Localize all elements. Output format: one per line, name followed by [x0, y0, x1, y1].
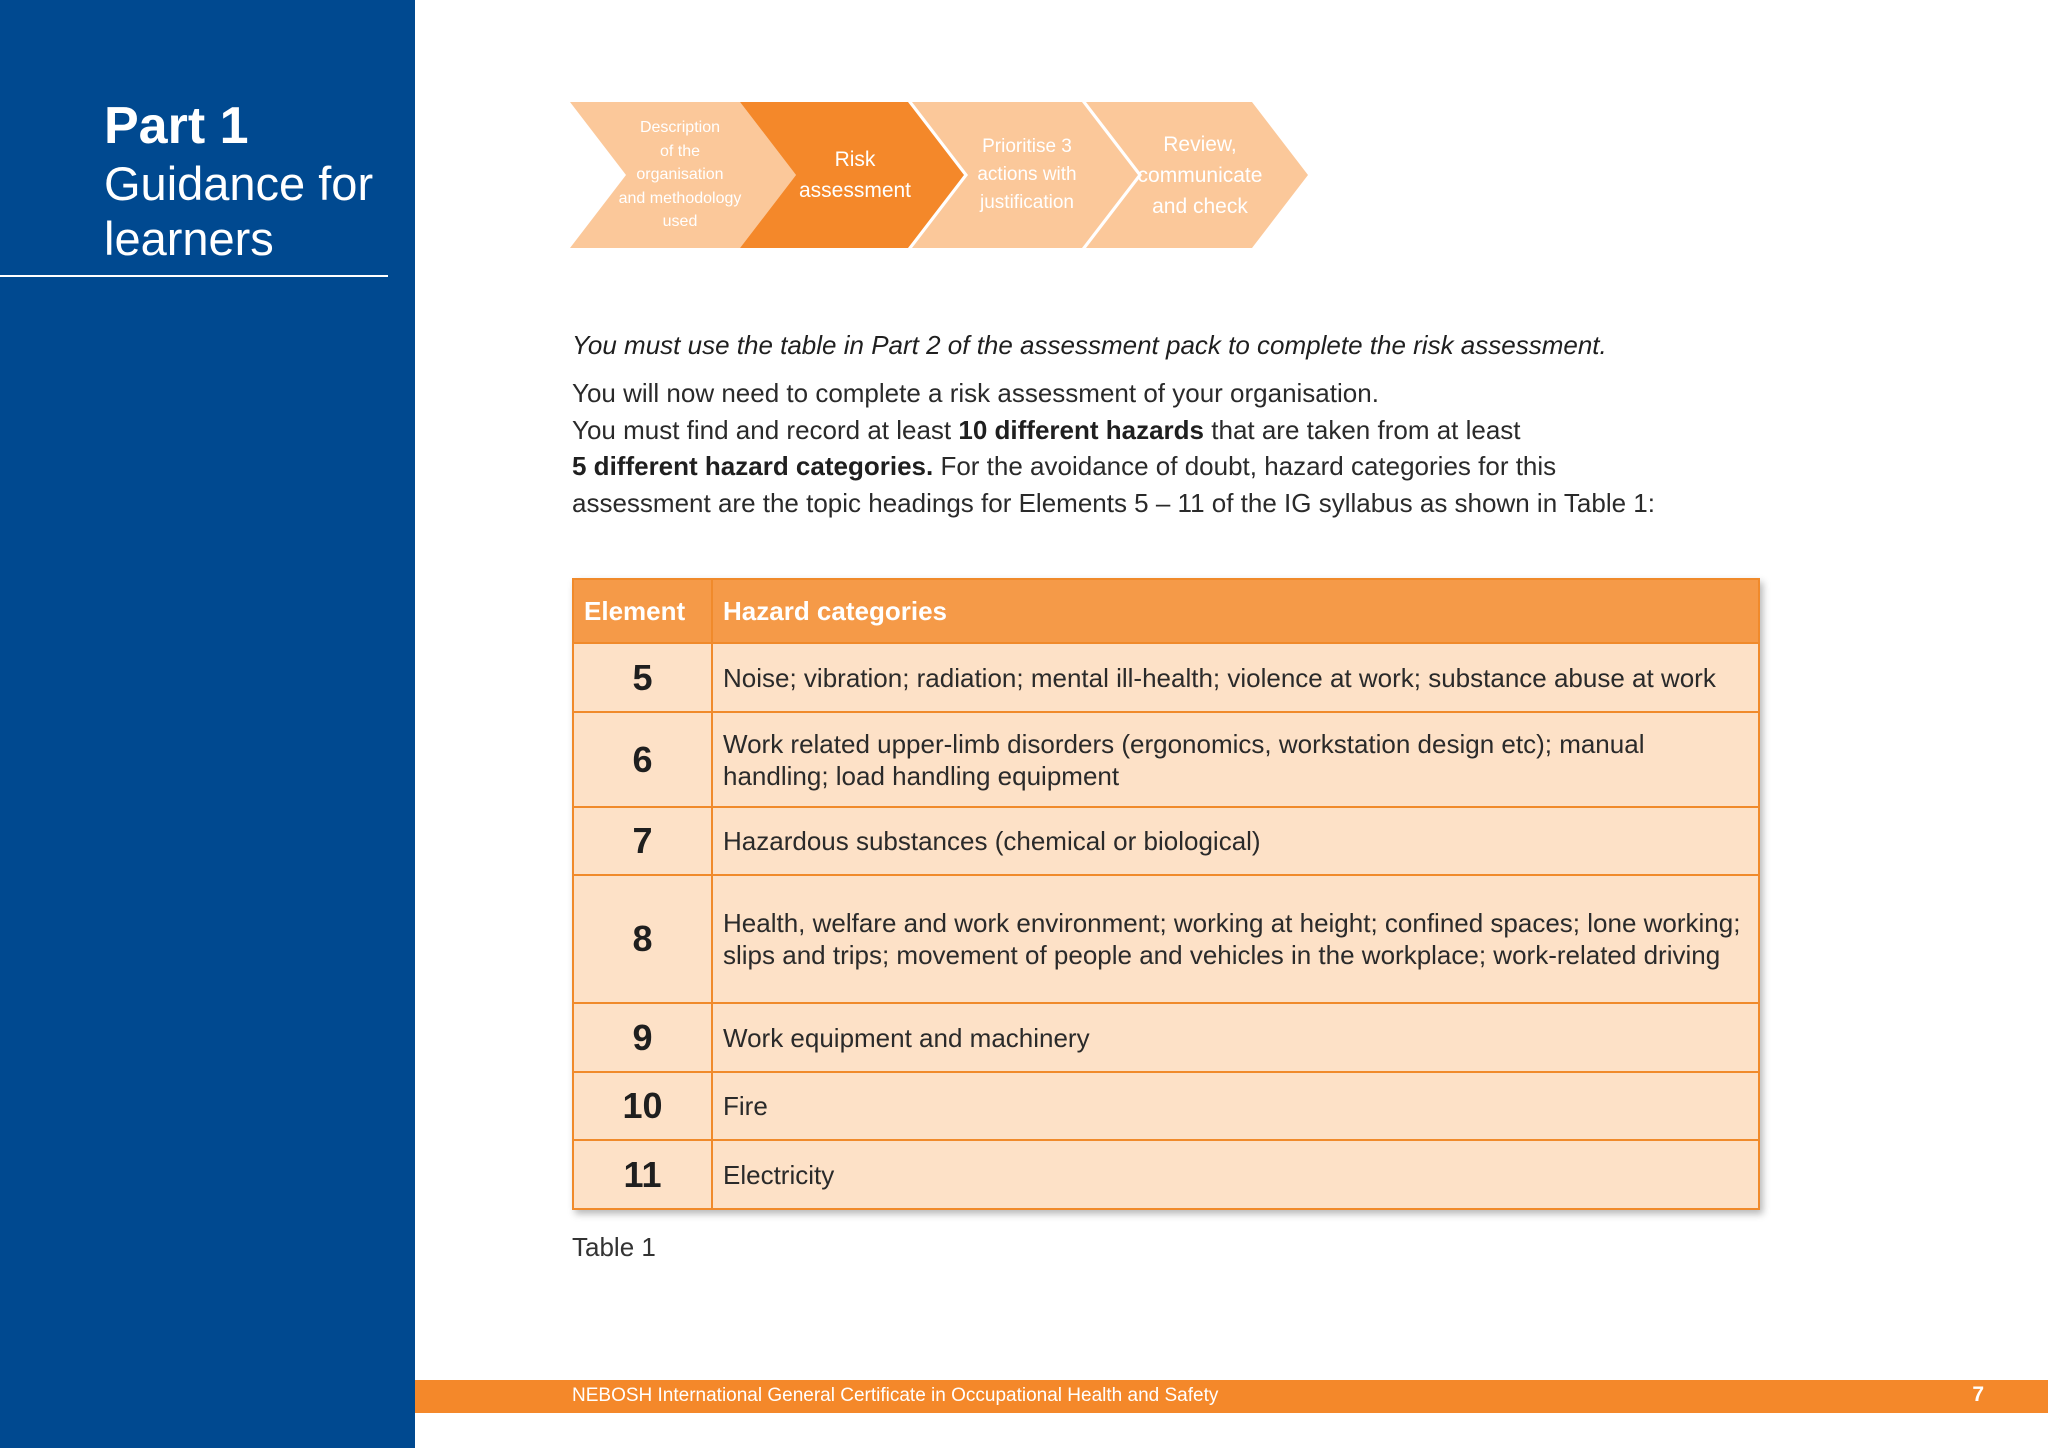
hazard-categories: Hazardous substances (chemical or biological) — [712, 807, 1759, 875]
step-1-line-2: of the — [659, 142, 700, 160]
step-2-line-2: assessment — [798, 179, 912, 202]
step-1-line-4: and methodology — [618, 189, 742, 207]
table-row — [573, 807, 1759, 875]
section-subtitle-line-2: learners — [104, 212, 274, 265]
intro-hazard-count: 10 different hazards — [958, 414, 1205, 445]
table-row — [573, 1003, 1759, 1072]
hazard-categories: Work related upper-limb disorders (ergonomics, workstation design etc); manual handling; load handling equipment — [712, 712, 1759, 807]
element-number: 8 — [573, 875, 712, 1003]
footer-bar — [415, 1380, 2048, 1413]
element-number: 11 — [573, 1140, 712, 1209]
table-row — [573, 1072, 1759, 1140]
element-number: 9 — [573, 1003, 712, 1072]
table-row — [573, 712, 1759, 807]
hazard-categories: Noise; vibration; radiation; mental ill-health; violence at work; substance abuse at work — [712, 643, 1759, 712]
step-label-3 — [952, 112, 1102, 238]
part-title: Part 1 — [104, 97, 249, 155]
step-3-line-3: justification — [980, 192, 1074, 213]
header-hazard-categories: Hazard categories — [712, 579, 1759, 643]
header-element: Element — [573, 579, 712, 643]
step-label-2 — [780, 112, 930, 238]
step-4-line-2: communicate — [1137, 163, 1263, 187]
intro-paragraph — [572, 375, 1772, 521]
intro-text — [572, 325, 1772, 521]
intro-line-3-end: For the avoidance of doubt, hazard categories for this — [933, 451, 1557, 481]
footer-text: NEBOSH International General Certificate in Occupational Health and Safety — [572, 1385, 1219, 1406]
table-caption: Table 1 — [572, 1232, 656, 1262]
step-label-4 — [1120, 112, 1280, 238]
hazard-categories: Electricity — [712, 1140, 1759, 1209]
element-number: 7 — [573, 807, 712, 875]
table-row — [573, 875, 1759, 1003]
element-number: 10 — [573, 1072, 712, 1140]
step-1-line-3: organisation — [636, 166, 724, 184]
hazard-categories: Fire — [712, 1072, 1759, 1140]
step-3-line-1: Prioritise 3 — [982, 136, 1072, 157]
intro-line-2-start: You must find and record at least — [572, 414, 959, 445]
hazard-categories: Work equipment and machinery — [712, 1003, 1759, 1072]
hazard-table — [572, 578, 1760, 1210]
process-steps — [570, 102, 1310, 248]
intro-line-4: assessment are the topic headings for Elements 5 – 11 of the IG syllabus as shown in Table 1: — [572, 487, 1655, 518]
section-subtitle-line-1: Guidance for — [104, 157, 374, 210]
step-1-line-5: used — [662, 213, 698, 231]
table-header-row — [573, 579, 1759, 643]
page-number: 7 — [1972, 1383, 1984, 1406]
step-2-line-1: Risk — [834, 148, 876, 171]
element-number: 5 — [573, 643, 712, 712]
table-row — [573, 643, 1759, 712]
intro-line-1: You will now need to complete a risk assessment of your organisation. — [572, 378, 1379, 408]
instruction-italic: You must use the table in Part 2 of the assessment pack to complete the risk assessment. — [572, 330, 1607, 360]
sidebar-divider — [0, 275, 388, 277]
section-heading — [104, 96, 373, 266]
element-number: 6 — [573, 712, 712, 807]
step-4-line-1: Review, — [1163, 132, 1237, 156]
hazard-table-container — [572, 578, 1760, 1210]
step-4-line-3: and check — [1152, 194, 1248, 218]
step-3-line-2: actions with — [977, 164, 1077, 185]
step-1-line-1: Description — [639, 119, 720, 137]
step-label-1 — [610, 110, 750, 240]
table-row — [573, 1140, 1759, 1209]
intro-line-2-end: that are taken from at least — [1204, 414, 1521, 445]
hazard-categories: Health, welfare and work environment; working at height; confined spaces; lone working; slips and trips; movement of people and vehicles in the workplace; work-related driving — [712, 875, 1759, 1003]
sidebar — [0, 0, 415, 1448]
intro-category-count: 5 different hazard categories. — [572, 451, 934, 481]
